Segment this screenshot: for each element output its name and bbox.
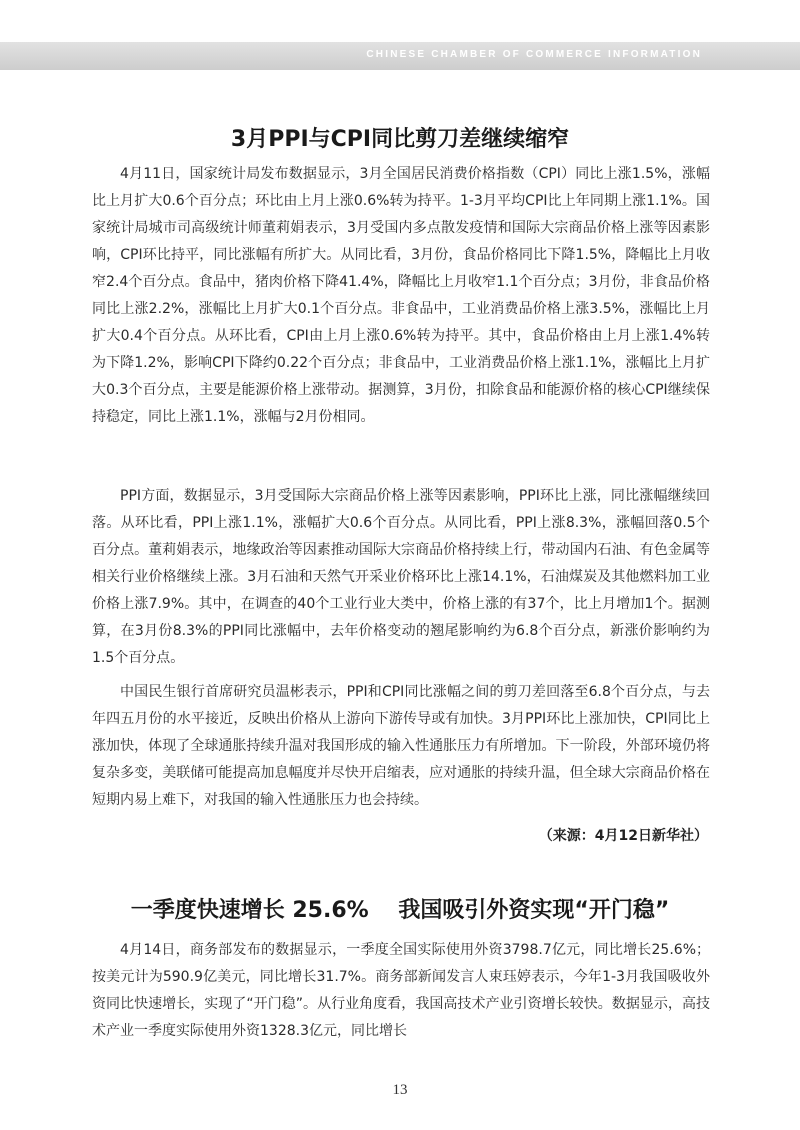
article1-paragraph-2: PPI方面，数据显示，3月受国际大宗商品价格上涨等因素影响，PPI环比上涨，同比涨幅继续回落。从环比看，PPI上涨1.1%，涨幅扩大0.6个百分点。从同比看，PPI上涨8.3%，涨幅回落0.5个百分点。董莉娟表示，地缘政治等因素推动国际大宗商品价格持续上行，带动国内石油、有色金属等相关行业价格继续上涨。3月石油和天然气开采业价格环比上涨14.1%，石油煤炭及其他燃料加工业价格上涨7.9%。其中，在调查的40个工业行业大类中，价格上涨的有37个，比上月增加1个。据测算，在3月份8.3%的PPI同比涨幅中，去年价格变动的翘尾影响约为6.8个百分点，新涨价影响约为1.5个百分点。 [92, 488, 710, 666]
article2-title: 一季度快速增长 25.6% 我国吸引外资实现“开门稳” [130, 898, 670, 923]
page-number: 13 [392, 1082, 408, 1098]
article1-title: 3月PPI与CPI同比剪刀差继续缩窄 [230, 127, 570, 152]
article1-paragraph-1: 4月11日，国家统计局发布数据显示，3月全国居民消费价格指数（CPI）同比上涨1.5%，涨幅比上月扩大0.6个百分点；环比由上月上涨0.6%转为持平。1-3月平均CPI比上年同期上涨1.1%。国家统计局城市司高级统计师董莉娟表示，3月受国内多点散发疫情和国际大宗商品价格上涨等因素影响，CPI环比持平，同比涨幅有所扩大。从同比看，3月份，食品价格同比下降1.5%，降幅比上月收窄2.4个百分点。食品中，猪肉价格下降41.4%，降幅比上月收窄1.1个百分点；3月份，非食品价格同比上涨2.2%，涨幅比上月扩大0.1个百分点。非食品中，工业消费品价格上涨3.5%，涨幅比上月扩大0.4个百分点。从环比看，CPI由上月上涨0.6%转为持平。其中，食品价格由上月上涨1.4%转为下降1.2%，影响CPI下降约0.22个百分点；非食品中，工业消费品价格上涨1.1%，涨幅比上月扩大0.3个百分点，主要是能源价格上涨带动。据测算，3月份，扣除食品和能源价格的核心CPI继续保持稳定，同比上涨1.1%，涨幅与2月份相同。 [92, 166, 710, 425]
article1-paragraph-3: 中国民生银行首席研究员温彬表示，PPI和CPI同比涨幅之间的剪刀差回落至6.8个百分点，与去年四五月份的水平接近，反映出价格从上游向下游传导或有加快。3月PPI环比上涨加快，CPI同比上涨加快，体现了全球通胀持续升温对我国形成的输入性通胀压力有所增加。下一阶段，外部环境仍将复杂多变，美联储可能提高加息幅度并尽快开启缩表，应对通胀的持续升温，但全球大宗商品价格在短期内易上难下，对我国的输入性通胀压力也会持续。 [92, 684, 710, 808]
header-band [0, 42, 800, 70]
article1-source: （来源：4月12日新华社） [538, 828, 708, 844]
article2-paragraph-1: 4月14日，商务部发布的数据显示，一季度全国实际使用外资3798.7亿元，同比增长25.6%；按美元计为590.9亿美元，同比增长31.7%。商务部新闻发言人束珏婷表示，今年1-3月我国吸收外资同比快速增长，实现了“开门稳”。从行业角度看，我国高技术产业引资增长较快。数据显示，高技术产业一季度实际使用外资1328.3亿元，同比增长 [92, 942, 710, 1039]
publication-name: CHINESE CHAMBER OF COMMERCE INFORMATION [366, 49, 702, 60]
